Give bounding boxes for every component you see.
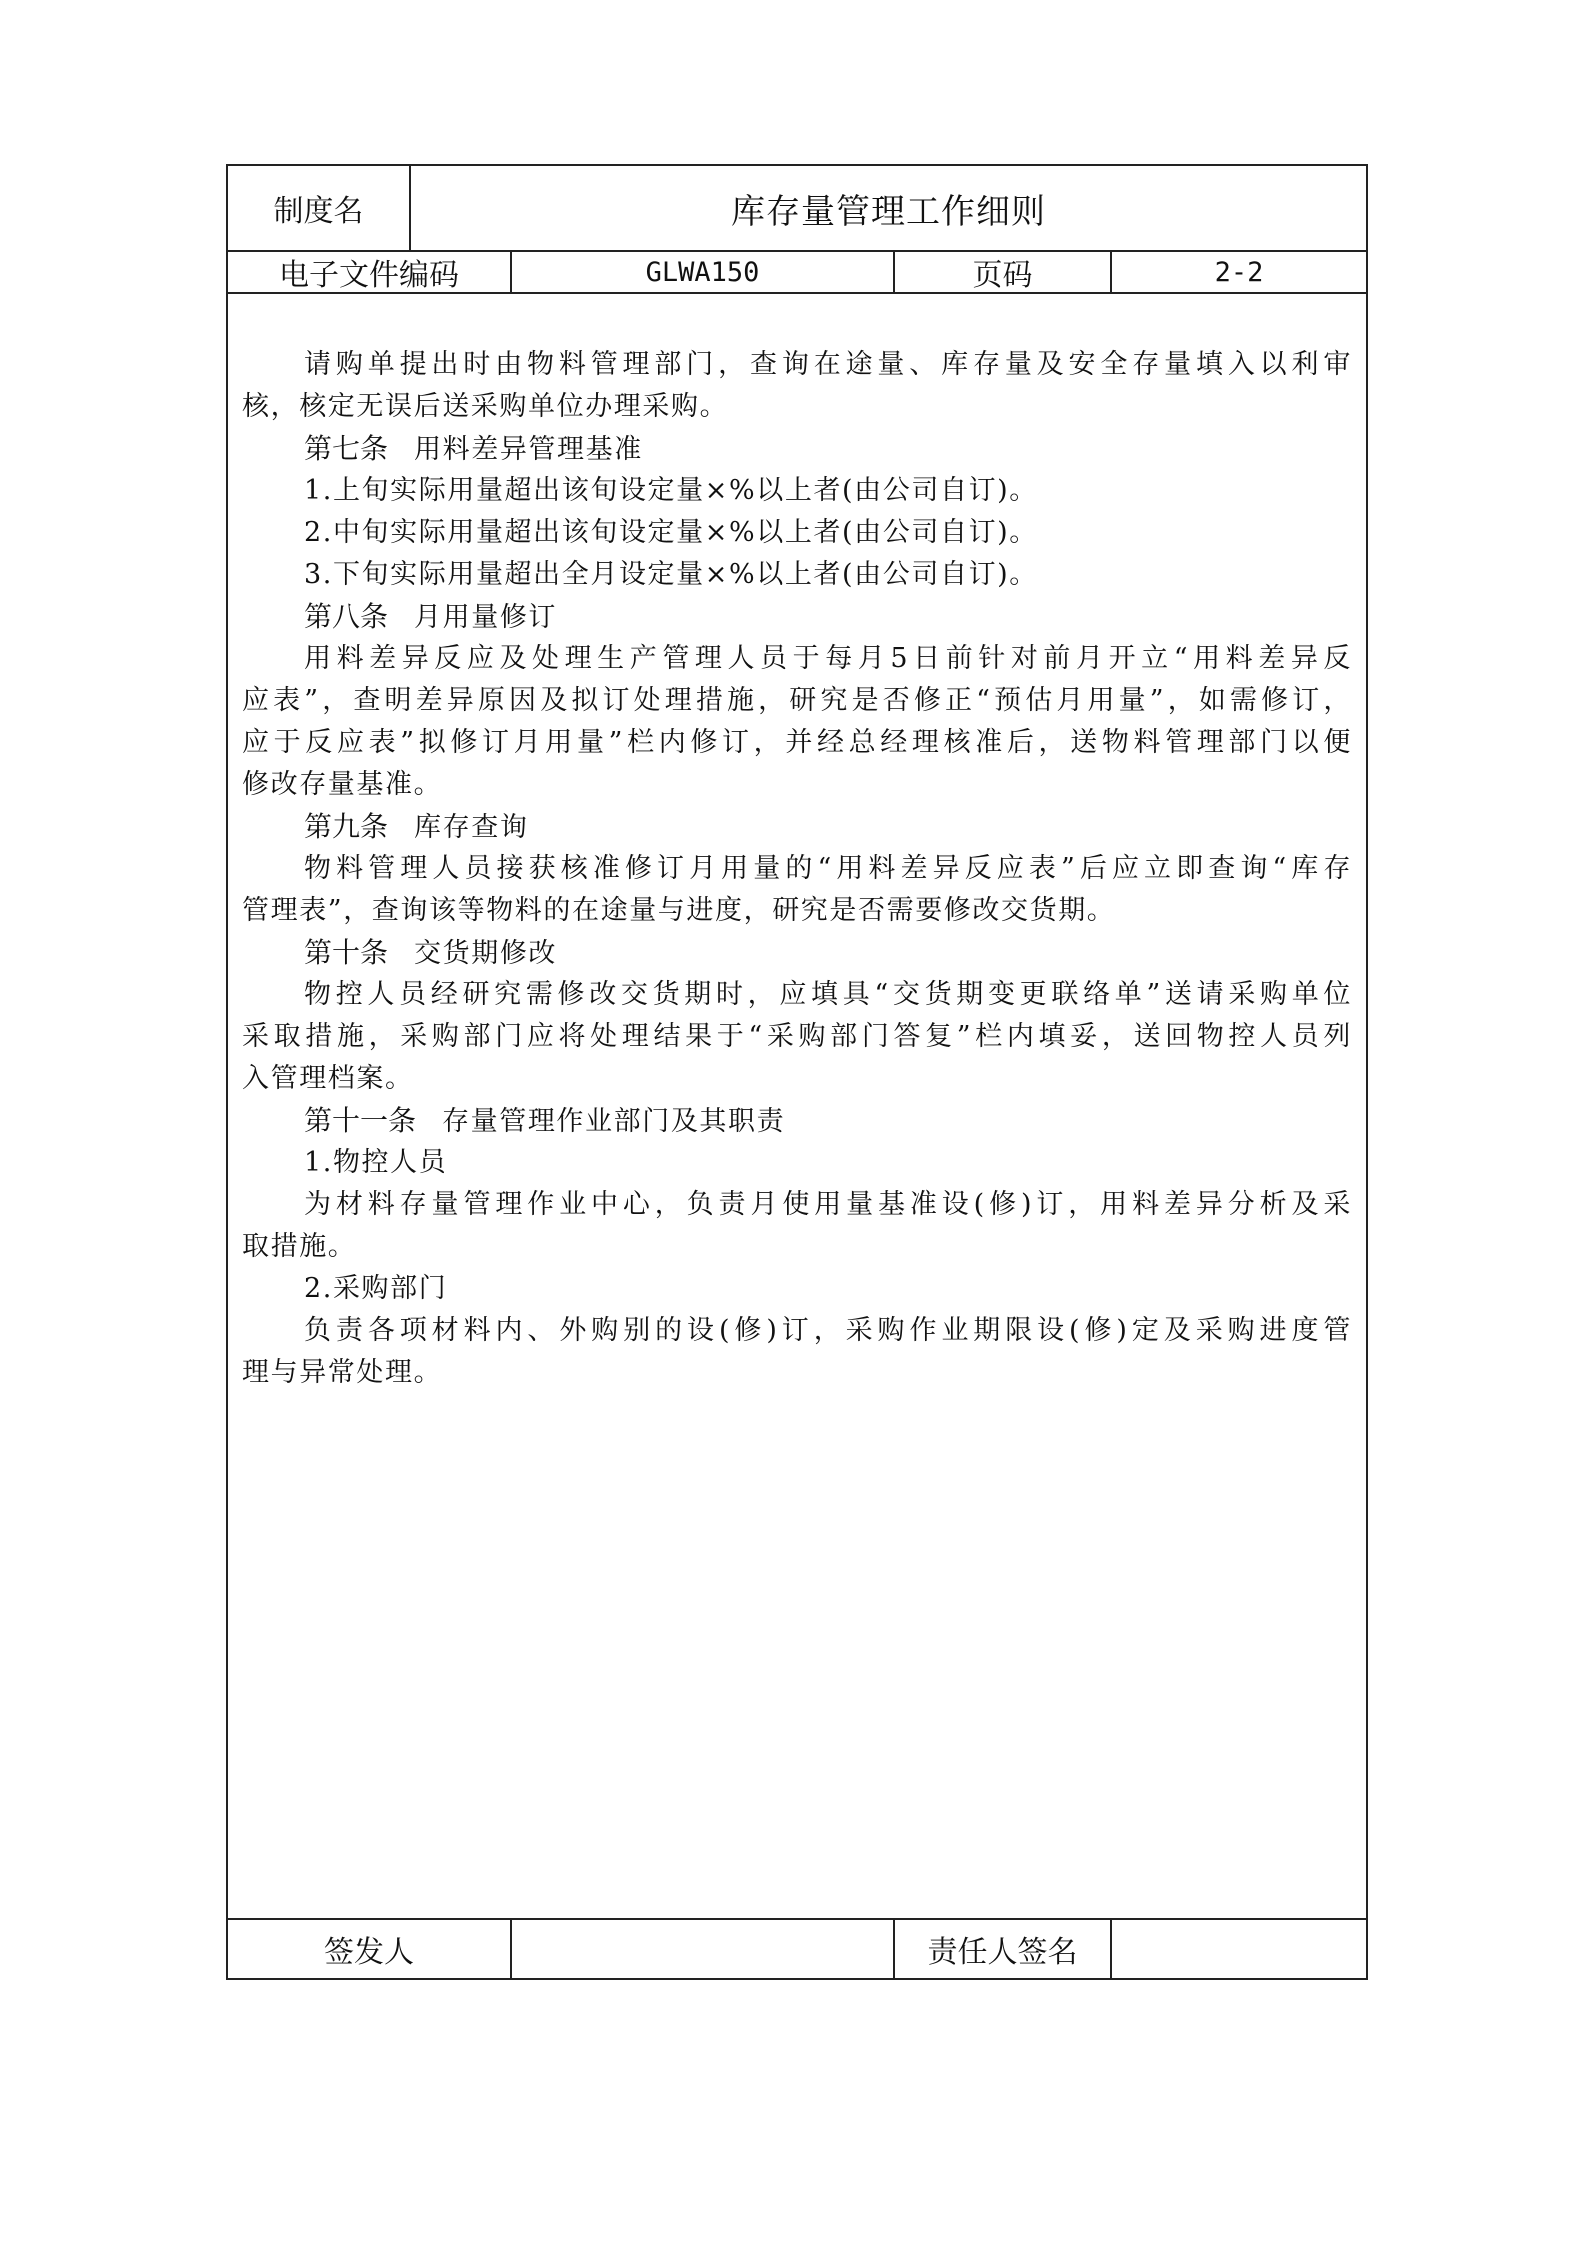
article-heading: [242, 1100, 1352, 1142]
paragraph-line: 入管理档案。: [242, 1063, 414, 1094]
paragraph-line: 负责各项材料内、外购别的设(修)订，采购作业期限设(修)定及采购进度管: [304, 1315, 1352, 1346]
list-item: 2.中旬实际用量超出该旬设定量×%以上者(由公司自订)。: [304, 517, 1038, 548]
list-item: 1.上旬实际用量超出该旬设定量×%以上者(由公司自订)。: [304, 475, 1038, 506]
paragraph-line: 取措施。: [242, 1231, 357, 1262]
issuer-field: [512, 1920, 895, 1978]
page-label: 页码: [895, 252, 1112, 292]
article-title: 用料差异管理基准: [414, 434, 643, 465]
sub-heading: 1.物控人员: [304, 1147, 448, 1178]
article-heading: [242, 596, 1352, 638]
article-title: 交货期修改: [414, 938, 558, 969]
article-title: 库存查询: [414, 812, 529, 843]
article-title: 存量管理作业部门及其职责: [442, 1106, 786, 1137]
article-title: 月用量修订: [414, 602, 558, 633]
paragraph-line: 理与异常处理。: [242, 1357, 443, 1388]
paragraph-line: 为材料存量管理作业中心，负责月使用量基准设(修)订，用料差异分析及采: [304, 1189, 1352, 1220]
title-row: [228, 166, 1366, 252]
paragraph-line: 核，核定无误后送采购单位办理采购。: [242, 391, 729, 422]
article-heading: [242, 932, 1352, 974]
issuer-label: 签发人: [228, 1920, 512, 1978]
paragraph-line: 用料差异反应及处理生产管理人员于每月5日前针对前月开立“用料差异反: [304, 643, 1352, 674]
list-item: 3.下旬实际用量超出全月设定量×%以上者(由公司自订)。: [304, 559, 1038, 590]
paragraph-line: 应于反应表”拟修订月用量”栏内修订，并经总经理核准后，送物料管理部门以便: [242, 727, 1352, 758]
page-number: 2-2: [1214, 256, 1264, 288]
file-code-label: 电子文件编码: [228, 252, 512, 292]
article-number: 第十条: [304, 936, 389, 969]
paragraph-line: 物料管理人员接获核准修订月用量的“用料差异反应表”后应立即查询“库存: [304, 853, 1352, 884]
meta-row: [228, 252, 1366, 294]
paragraph-line: 物控人员经研究需修改交货期时，应填具“交货期变更联络单”送请采购单位: [304, 979, 1352, 1010]
document-title: 库存量管理工作细则: [731, 191, 1046, 232]
paragraph-line: 采取措施，采购部门应将处理结果于“采购部门答复”栏内填妥，送回物控人员列: [242, 1021, 1352, 1052]
article-heading: [242, 806, 1352, 848]
article-number: 第十一条: [304, 1104, 417, 1137]
paragraph-line: 修改存量基准。: [242, 769, 443, 800]
footer-row: [228, 1918, 1366, 1978]
signature-field: [1112, 1920, 1366, 1978]
article-number: 第九条: [304, 810, 389, 843]
file-code-value: GLWA150: [512, 252, 895, 292]
name-label: 制度名: [228, 166, 411, 250]
signature-label: 责任人签名: [895, 1920, 1112, 1978]
document-body: [228, 294, 1366, 1918]
paragraph-line: 请购单提出时由物料管理部门，查询在途量、库存量及安全存量填入以利审: [304, 349, 1352, 380]
article-number: 第八条: [304, 600, 389, 633]
sub-heading: 2.采购部门: [304, 1273, 448, 1304]
paragraph-line: 应表”，查明差异原因及拟订处理措施，研究是否修正“预估月用量”，如需修订，: [242, 685, 1352, 716]
document-frame: [226, 164, 1368, 1980]
article-number: 第七条: [304, 432, 389, 465]
paragraph-line: 管理表”，查询该等物料的在途量与进度，研究是否需要修改交货期。: [242, 895, 1116, 926]
article-heading: [242, 428, 1352, 470]
